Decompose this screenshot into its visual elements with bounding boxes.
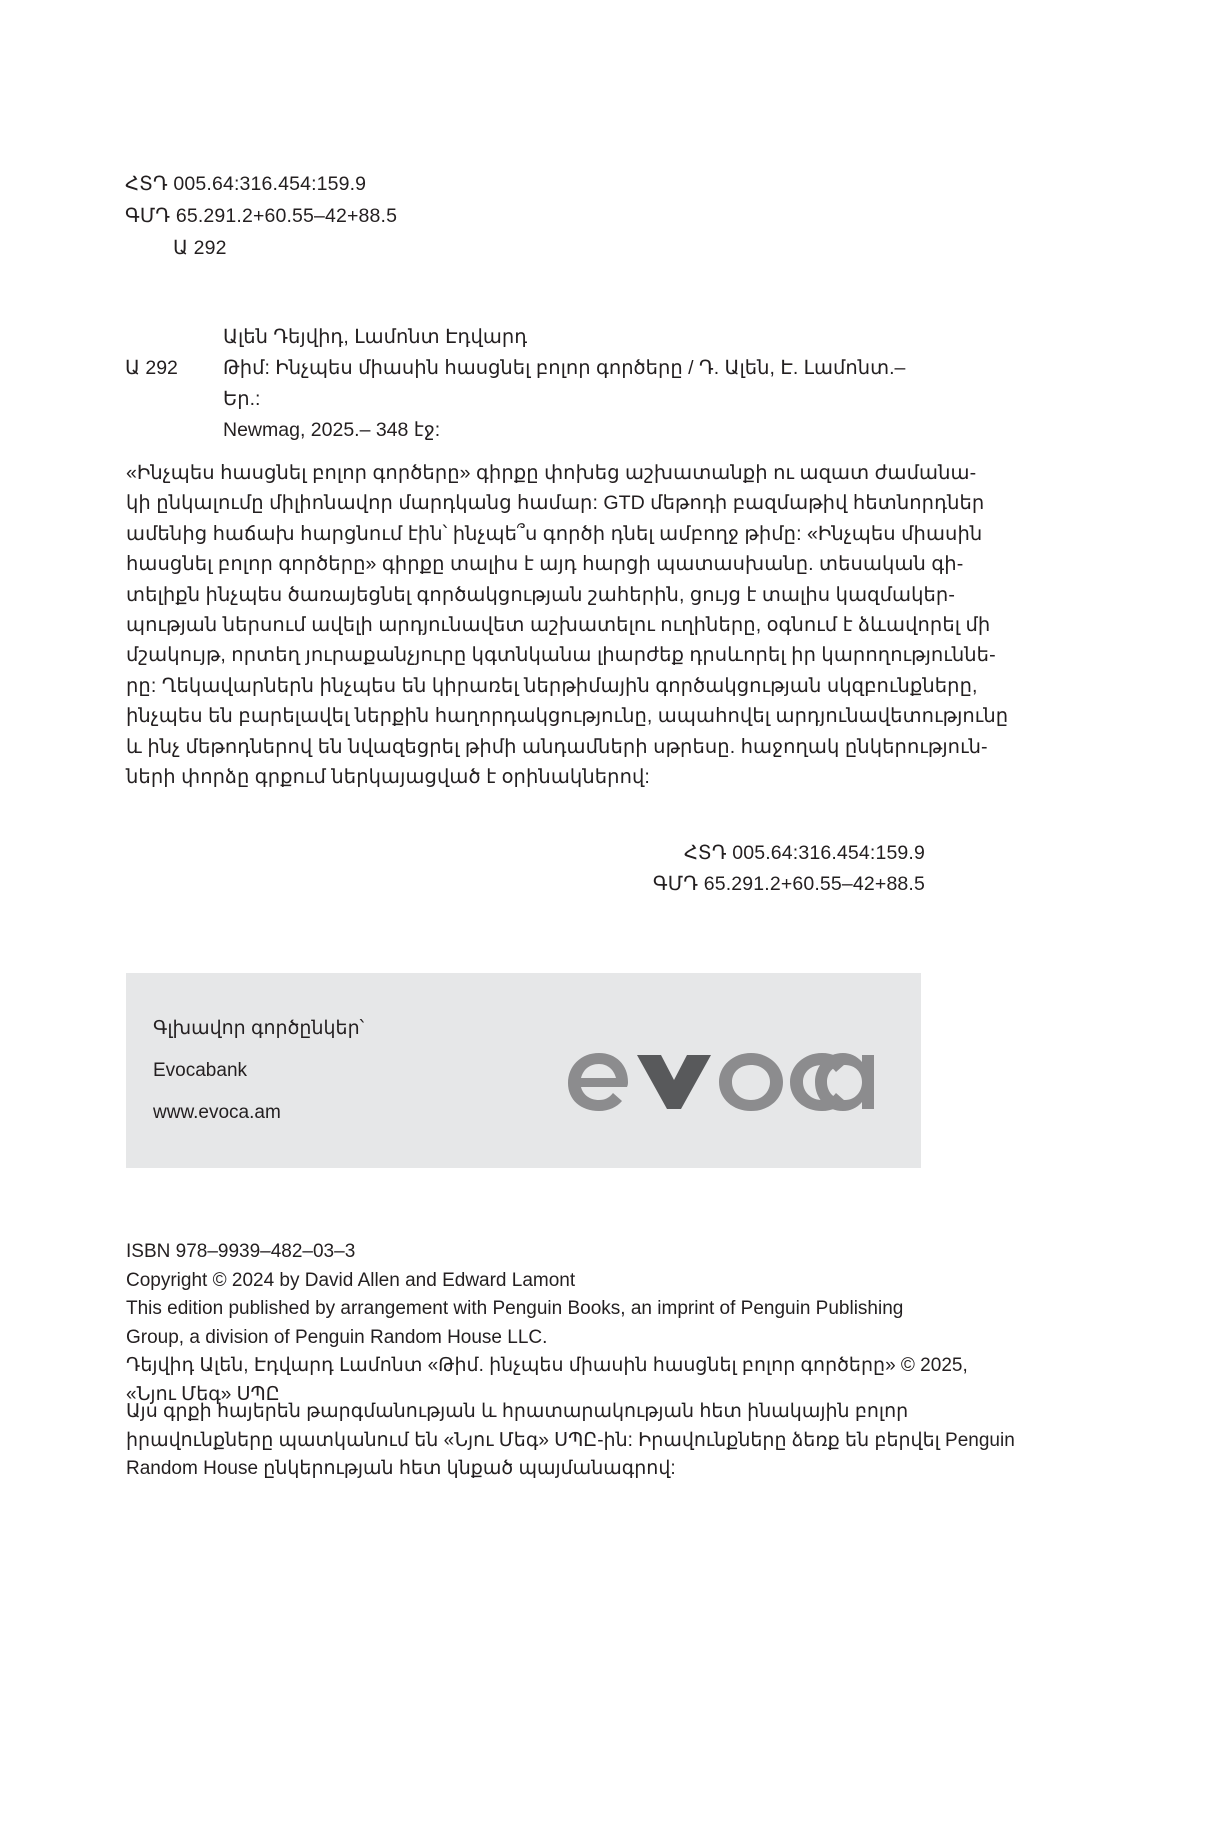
biblio-authors: Ալեն Դեյվիդ, Լամոնտ Էդվարդ xyxy=(223,326,528,348)
rights-line: Այս գրքի հայերեն թարգմանության և հրատարակության հետ ինակային բոլոր xyxy=(126,1401,909,1422)
annotation-line: ամենից հաճախ հարցնում էին՝ ինչպե՞ս գործի դնել ամբողջ թիմը: «Ինչպես միասին xyxy=(126,522,983,545)
annotation-line: ների փորձը գրքում ներկայացված է օրինակներով: xyxy=(126,766,650,789)
biblio-title-row xyxy=(125,353,925,446)
bbk-code-top: ԳՄԴ 65.291.2+60.55–42+88.5 xyxy=(125,205,398,227)
edition-note-line: This edition published by arrangement with Penguin Books, an imprint of Penguin Publishing xyxy=(126,1298,904,1319)
annotation-line: մշակույթ, որտեղ յուրաքանչյուրը կգտնկանա լիարժեք դրսևորել իր կարողություննե- xyxy=(126,644,996,667)
classification-codes-bottom xyxy=(653,838,925,900)
rights-line: իրավունքները պատկանում են «Նյու Մեգ» ՍՊԸ-ին: Իրավունքները ձեռք են բերվել Penguin xyxy=(126,1429,1015,1451)
annotation-line: «Ինչպես հասցնել բոլոր գործերը» գիրքը փոխեց աշխատանքի ու ազատ ժամանա- xyxy=(126,462,977,484)
bbk-code-bottom: ԳՄԴ 65.291.2+60.55–42+88.5 xyxy=(652,873,925,895)
classification-codes-top xyxy=(125,168,397,264)
sponsor-details xyxy=(126,1018,364,1123)
sponsor-website[interactable]: www.evoca.am xyxy=(153,1102,281,1123)
annotation-line: հասցնել բոլոր գործերը» գիրքը տալիս է այդ հարցի պատասխանը. տեսական գի- xyxy=(126,553,964,576)
annotation-line: կի ընկալումը միլիոնավոր մարդկանց համար: GTD մեթոդի բազմաթիվ հետնորդներ xyxy=(126,492,985,515)
sponsor-panel xyxy=(126,973,921,1168)
evoca-logo-icon xyxy=(559,1031,879,1111)
udc-code-top: ՀՏԴ 005.64:316.454:159.9 xyxy=(125,173,367,195)
biblio-title-line-2: Newmag, 2025.– 348 էջ: xyxy=(223,419,441,441)
armenian-copyright-line: Դեյվիդ Ալեն, Էդվարդ Լամոնտ «Թիմ. ինչպես միասին հասցնել բոլոր գործերը» © 2025, xyxy=(126,1355,968,1376)
annotation-line: րը: Ղեկավարներն ինչպես են կիրառել ներթիմային գործակցության սկզբունքները, xyxy=(126,674,978,697)
bibliographic-record xyxy=(125,322,925,446)
shelf-mark-top: Ա 292 xyxy=(173,237,227,259)
annotation-paragraph xyxy=(126,458,1009,792)
annotation-line: տելիքն ինչպես ծառայեցնել գործակցության շահերին, ցույց է տալիս կազմակեր- xyxy=(126,583,955,606)
biblio-title-line-1: Թիմ: Ինչպես միասին հասցնել բոլոր գործերը / Դ. Ալեն, Է. Լամոնտ.– Եր.: xyxy=(223,357,906,410)
colophon-block xyxy=(126,1238,968,1409)
annotation-line: ինչպես են բարելավել ներքին հաղորդակցությունը, ապահովել արդյունավետությունը xyxy=(126,705,1009,728)
sponsor-label: Գլխավոր գործընկեր՝ xyxy=(153,1018,365,1039)
publisher-line: «Նյու Մեգ» ՍՊԸ xyxy=(126,1383,280,1405)
isbn: ISBN 978–9939–482–03–3 xyxy=(126,1241,356,1262)
edition-note-line: Group, a division of Penguin Random House LLC. xyxy=(126,1326,548,1348)
rights-line: Random House ընկերության հետ կնքած պայմանագրով: xyxy=(126,1458,676,1479)
annotation-line: պության ներսում ավելի արդյունավետ աշխատելու ուղիները, օգնում է ձևավորել մի xyxy=(126,614,991,637)
rights-statement xyxy=(126,1398,1015,1484)
biblio-shelf-mark: Ա 292 xyxy=(125,357,178,379)
biblio-title-block xyxy=(223,353,925,446)
udc-code-bottom: ՀՏԴ 005.64:316.454:159.9 xyxy=(683,842,925,864)
sponsor-name: Evocabank xyxy=(153,1060,248,1081)
evoca-logo xyxy=(559,1031,921,1111)
copyright-line: Copyright © 2024 by David Allen and Edward Lamont xyxy=(126,1269,576,1291)
annotation-line: և ինչ մեթոդներով են նվազեցրել թիմի անդամների սթրեսը. հաջողակ ընկերություն- xyxy=(126,735,988,758)
